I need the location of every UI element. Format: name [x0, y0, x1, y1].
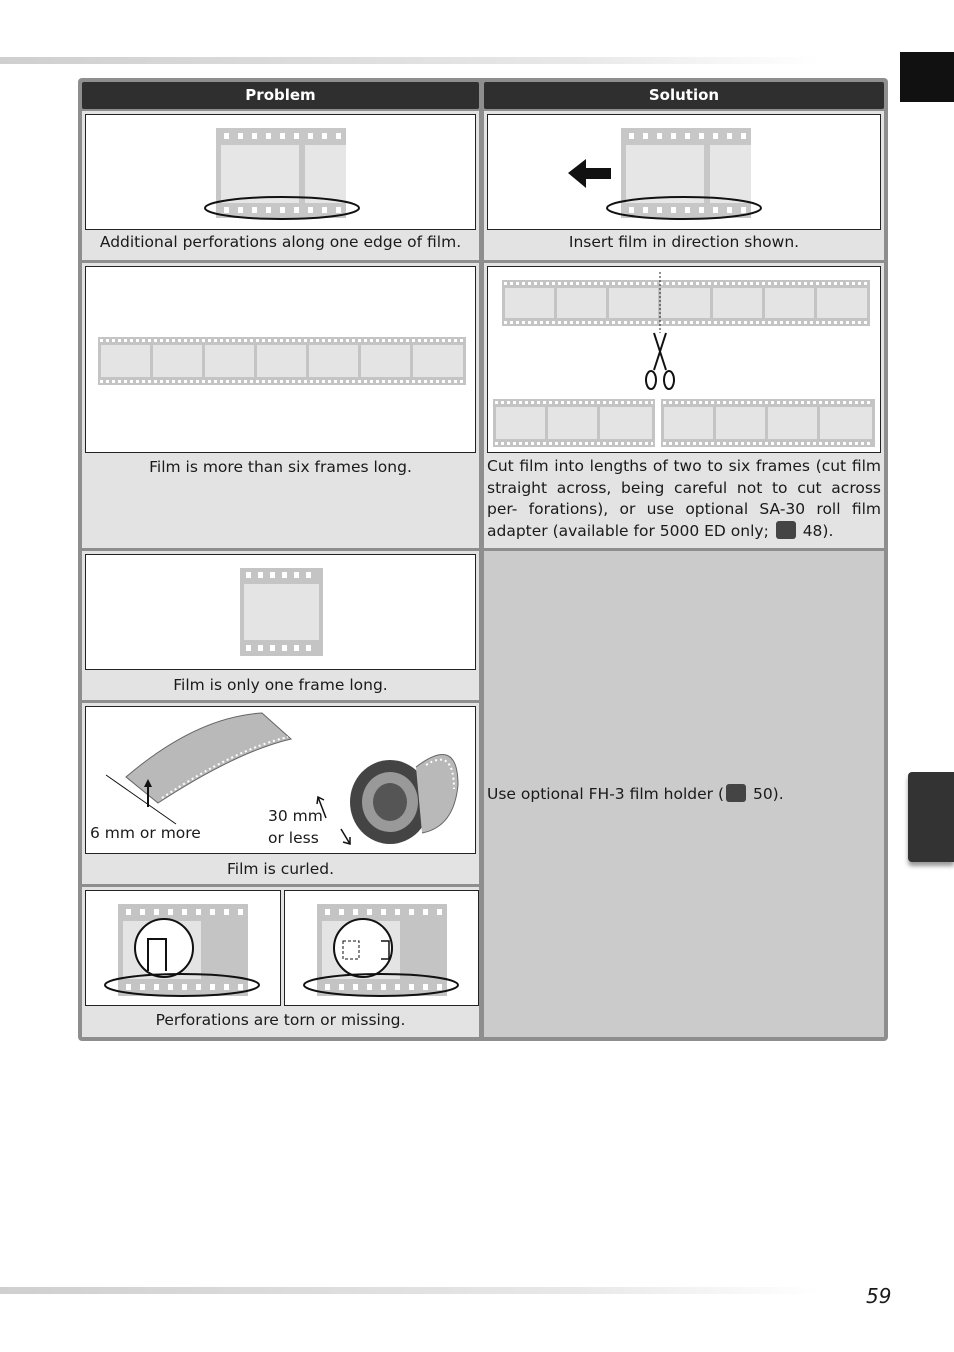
row1-solution-text: Insert film in direction shown.	[568, 233, 800, 251]
scissors-icon	[646, 333, 674, 389]
row1-problem-cell	[82, 111, 479, 260]
shared-solution-text-start: Use optional FH-3 film holder (	[487, 785, 725, 803]
row2-problem-text: Film is more than six frames long.	[149, 458, 412, 476]
reference-icon	[776, 521, 796, 539]
row5-problem-cell	[82, 887, 479, 1037]
row2-solution-text-start: Cut film into lengths of two to six frames (cut film straight across, being careful not to cut across per- forations), or use optional SA-30 roll film adapter (available for 5000 ED only;	[487, 457, 881, 540]
top-rule	[0, 57, 820, 64]
row2-problem-cell	[82, 263, 479, 548]
shared-solution-cell	[484, 551, 884, 1037]
row3-problem-text: Film is only one frame long.	[173, 676, 388, 694]
cut-film-figure	[487, 266, 881, 453]
chapter-tab	[908, 772, 954, 862]
shared-solution-text-end: 50).	[752, 785, 784, 803]
single-frame-figure	[85, 554, 476, 670]
row5-problem-text: Perforations are torn or missing.	[155, 1011, 406, 1029]
row1-solution-cell	[484, 111, 884, 260]
curled-film-figure	[85, 706, 476, 854]
row4-problem-text: Film is curled.	[226, 860, 335, 878]
left-arrow-icon	[568, 159, 611, 188]
reference-icon	[726, 784, 746, 802]
page-number: 59	[866, 1284, 892, 1308]
row4-problem-cell	[82, 703, 479, 884]
extra-perforations-figure	[85, 114, 476, 230]
row2-solution-text-end: 48).	[802, 521, 834, 540]
long-film-figure	[85, 266, 476, 453]
header-solution: Solution	[484, 82, 884, 109]
curl-height-label: 6 mm or more	[90, 824, 201, 842]
curl-radius-label-line1: 30 mm	[268, 807, 323, 825]
row2-solution-cell	[484, 263, 884, 548]
header-problem: Problem	[82, 82, 479, 109]
insert-direction-figure	[487, 114, 881, 230]
shared-solution-text	[487, 784, 881, 806]
curl-radius-label	[268, 805, 323, 849]
row3-problem-cell	[82, 551, 479, 700]
troubleshooting-table	[78, 78, 888, 1041]
bottom-rule	[0, 1287, 820, 1294]
section-tab	[900, 52, 954, 102]
torn-perforation-figure-b	[284, 890, 479, 1006]
curl-radius-label-line2: or less	[268, 829, 319, 847]
torn-perforation-figure-a	[85, 890, 281, 1006]
row1-problem-text: Additional perforations along one edge of film.	[99, 233, 462, 251]
row2-solution-text	[487, 456, 881, 542]
